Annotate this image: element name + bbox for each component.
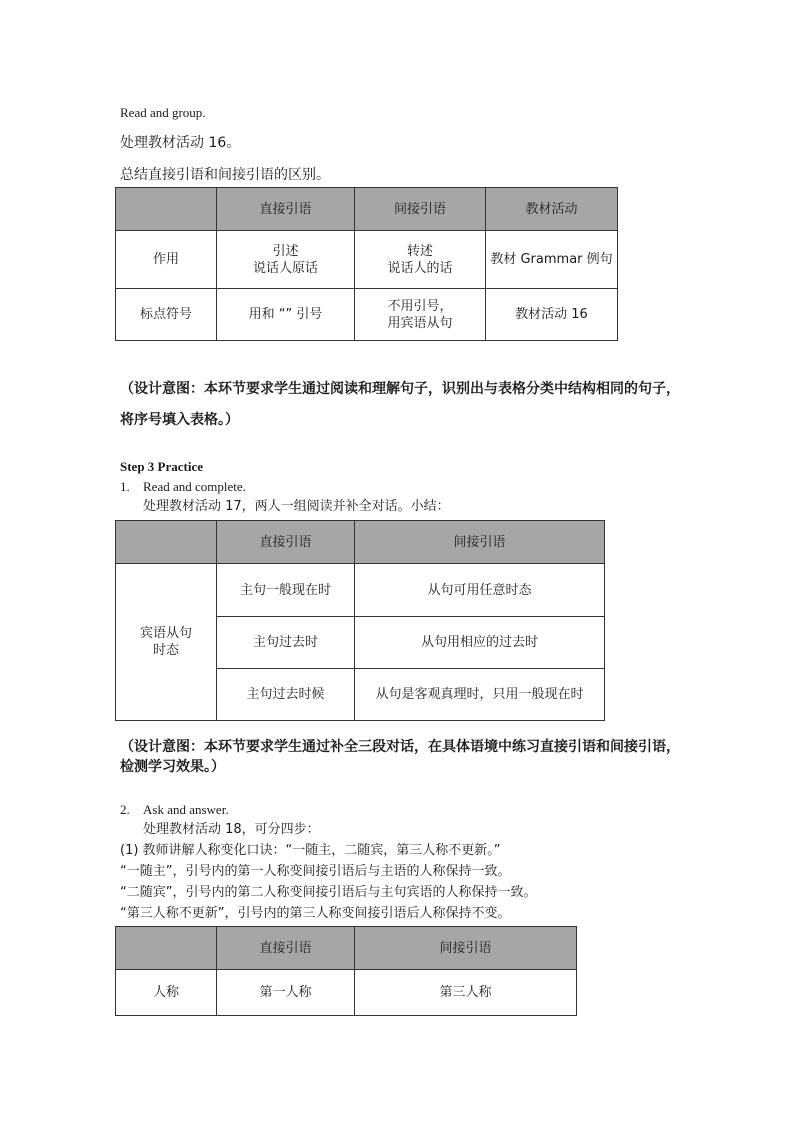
- table-header-row: [116, 521, 605, 564]
- table-cell: 主句一般现在时: [217, 564, 355, 617]
- item-2-point-2: “一随主”，引号内的第一人称变间接引语后与主语的人称保持一致。: [120, 864, 511, 879]
- item-2-point-4: “第三人称不更新”，引号内的第三人称变间接引语后人称保持不变。: [120, 906, 511, 921]
- table-header-row: [116, 188, 618, 231]
- table-cell: 第三人称: [355, 970, 577, 1016]
- step-3-title: Step 3 Practice: [120, 459, 204, 474]
- table-row: [116, 289, 618, 341]
- table-header-cell: 直接引语: [217, 188, 355, 231]
- table-header-cell: 直接引语: [217, 521, 355, 564]
- table-cell: 用和 “” 引号: [217, 289, 355, 341]
- table-cell: 引述 说话人原话: [217, 231, 355, 289]
- item-1-text: Read and complete.: [143, 479, 246, 494]
- table-header-cell: 教材活动: [486, 188, 618, 231]
- table-header-cell: 直接引语: [217, 927, 355, 970]
- table-header-cell: [116, 521, 217, 564]
- table-cell: 从句可用任意时态: [355, 564, 605, 617]
- table-row-label: 宾语从句 时态: [116, 564, 217, 721]
- intro-line-1: Read and group.: [120, 105, 206, 120]
- table-cell: 第一人称: [217, 970, 355, 1016]
- table-header-cell: [116, 188, 217, 231]
- person-table: [115, 926, 577, 1016]
- table-cell: 人称: [116, 970, 217, 1016]
- table-row: [116, 970, 577, 1016]
- tense-table: [115, 520, 605, 721]
- item-1-number: 1.: [120, 479, 130, 494]
- item-2-point-1: (1) 教师讲解人称变化口诀：“一随主，二随宾，第三人称不更新。”: [120, 843, 501, 858]
- design-intent-2-line-1: （设计意图：本环节要求学生通过补全三段对话，在具体语境中练习直接引语和间接引语，: [120, 739, 680, 755]
- table-cell: 从句是客观真理时，只用一般现在时: [355, 669, 605, 721]
- table-cell: 教材活动 16: [486, 289, 618, 341]
- table-header-cell: [116, 927, 217, 970]
- item-2-text: Ask and answer.: [143, 802, 229, 817]
- table-cell: 标点符号: [116, 289, 217, 341]
- item-2-description: 处理教材活动 18，可分四步：: [143, 822, 320, 837]
- item-1-description: 处理教材活动 17，两人一组阅读并补全对话。小结：: [143, 499, 450, 514]
- design-intent-1-line-1: （设计意图：本环节要求学生通过阅读和理解句子，识别出与表格分类中结构相同的句子，: [120, 381, 680, 397]
- table-cell: 教材 Grammar 例句: [486, 231, 618, 289]
- intro-line-3: 总结直接引语和间接引语的区别。: [120, 167, 330, 183]
- table-cell: 从句用相应的过去时: [355, 617, 605, 669]
- table-header-row: [116, 927, 577, 970]
- table-row: [116, 564, 605, 617]
- item-2-number: 2.: [120, 802, 130, 817]
- table-cell: 主句过去时: [217, 617, 355, 669]
- intro-line-2: 处理教材活动 16。: [120, 135, 241, 151]
- item-2-point-3: “二随宾”，引号内的第二人称变间接引语后与主句宾语的人称保持一致。: [120, 885, 537, 900]
- table-cell: 转述 说话人的话: [355, 231, 486, 289]
- table-cell: 作用: [116, 231, 217, 289]
- design-intent-1-line-2: 将序号填入表格。）: [120, 412, 239, 428]
- table-cell: 不用引号， 用宾语从句: [355, 289, 486, 341]
- table-header-cell: 间接引语: [355, 927, 577, 970]
- table-row: [116, 231, 618, 289]
- comparison-table: [115, 187, 618, 341]
- design-intent-2-line-2: 检测学习效果。）: [120, 759, 225, 775]
- table-header-cell: 间接引语: [355, 521, 605, 564]
- table-header-cell: 间接引语: [355, 188, 486, 231]
- table-cell: 主句过去时候: [217, 669, 355, 721]
